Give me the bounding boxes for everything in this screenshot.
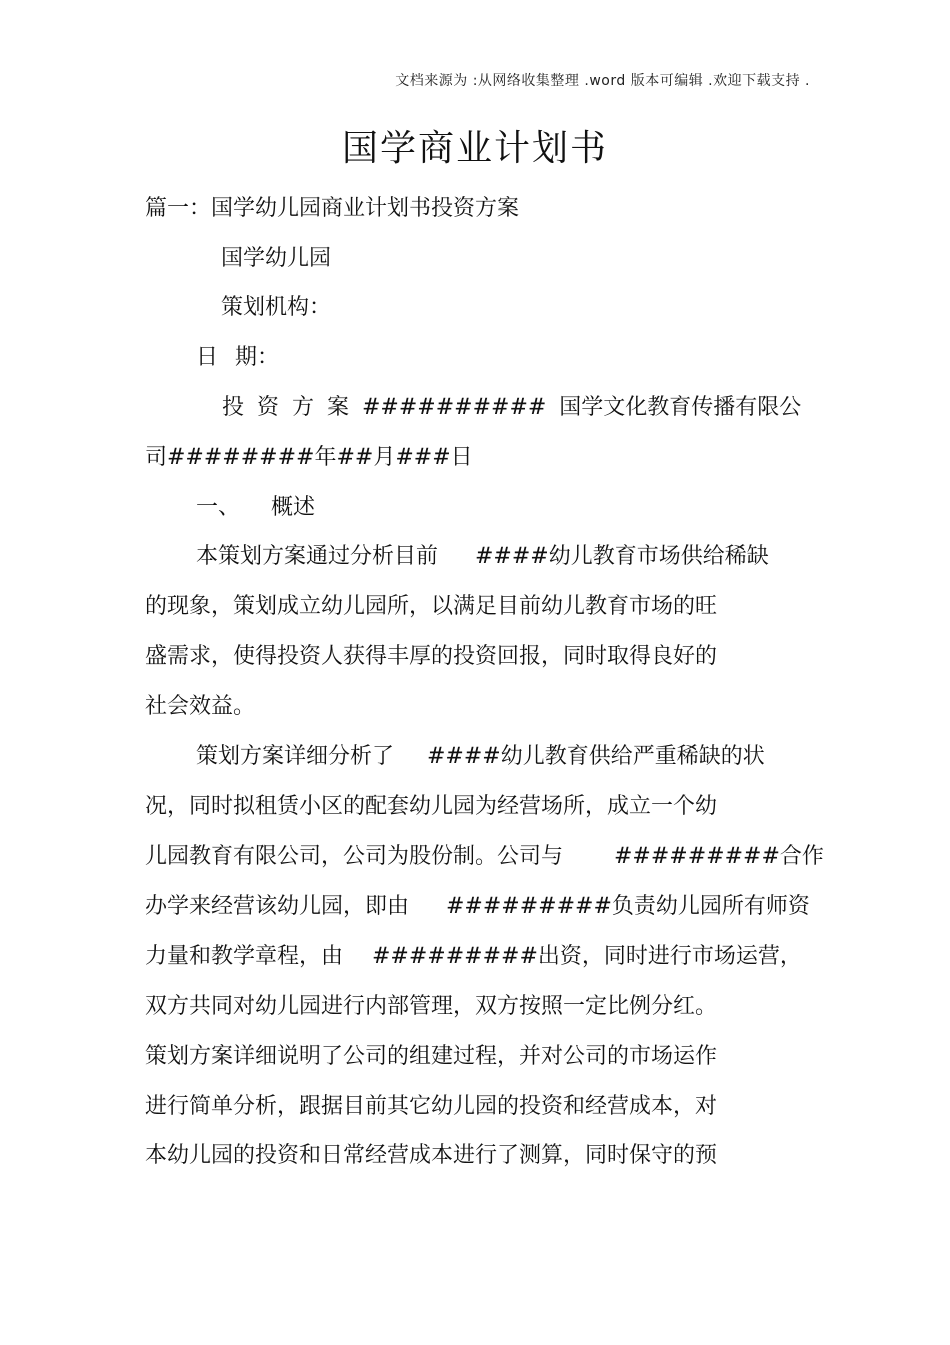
paragraph-line: 力量和教学章程，由 #########出资，同时进行市场运营， <box>145 944 802 969</box>
paragraph-line: 进行简单分析，跟据目前其它幼儿园的投资和经营成本，对 <box>145 1094 718 1119</box>
paragraph-line: 的现象，策划成立幼儿园所，以满足目前幼儿教育市场的旺 <box>145 594 718 619</box>
paragraph-line: 双方共同对幼儿园进行内部管理，双方按照一定比例分红。 <box>145 994 718 1019</box>
kindergarten-name: 国学幼儿园 <box>221 246 332 271</box>
chapter-heading: 篇一：国学幼儿园商业计划书投资方案 <box>145 196 520 221</box>
plan-date-line: 司########年##月###日 <box>145 445 473 470</box>
source-note: 文档来源为 :从网络收集整理 .word 版本可编辑 .欢迎下载支持 . <box>395 73 810 89</box>
document-title: 国学商业计划书 <box>341 128 608 169</box>
planning-agency: 策划机构： <box>221 295 332 320</box>
paragraph-line: 盛需求，使得投资人获得丰厚的投资回报，同时取得良好的 <box>145 644 718 669</box>
paragraph-line: 策划方案详细分析了 ####幼儿教育供给严重稀缺的状 <box>196 744 765 769</box>
paragraph-line: 社会效益。 <box>145 694 256 719</box>
paragraph-line: 况，同时拟租赁小区的配套幼儿园为经营场所，成立一个幼 <box>145 794 718 819</box>
paragraph-line: 本策划方案通过分析目前 ####幼儿教育市场供给稀缺 <box>196 544 769 569</box>
paragraph-line: 本幼儿园的投资和日常经营成本进行了测算，同时保守的预 <box>145 1143 718 1168</box>
plan-owner-line: 投 资 方 案 ########## 国学文化教育传播有限公 <box>222 395 802 420</box>
paragraph-line: 办学来经营该幼儿园，即由 #########负责幼儿园所有师资 <box>145 894 810 919</box>
paragraph-line: 策划方案详细说明了公司的组建过程，并对公司的市场运作 <box>145 1044 718 1069</box>
section-heading-overview: 一、 概述 <box>196 495 315 520</box>
paragraph-line: 儿园教育有限公司，公司为股份制。公司与 #########合作 <box>145 844 824 869</box>
date-label: 日 期： <box>196 345 279 370</box>
